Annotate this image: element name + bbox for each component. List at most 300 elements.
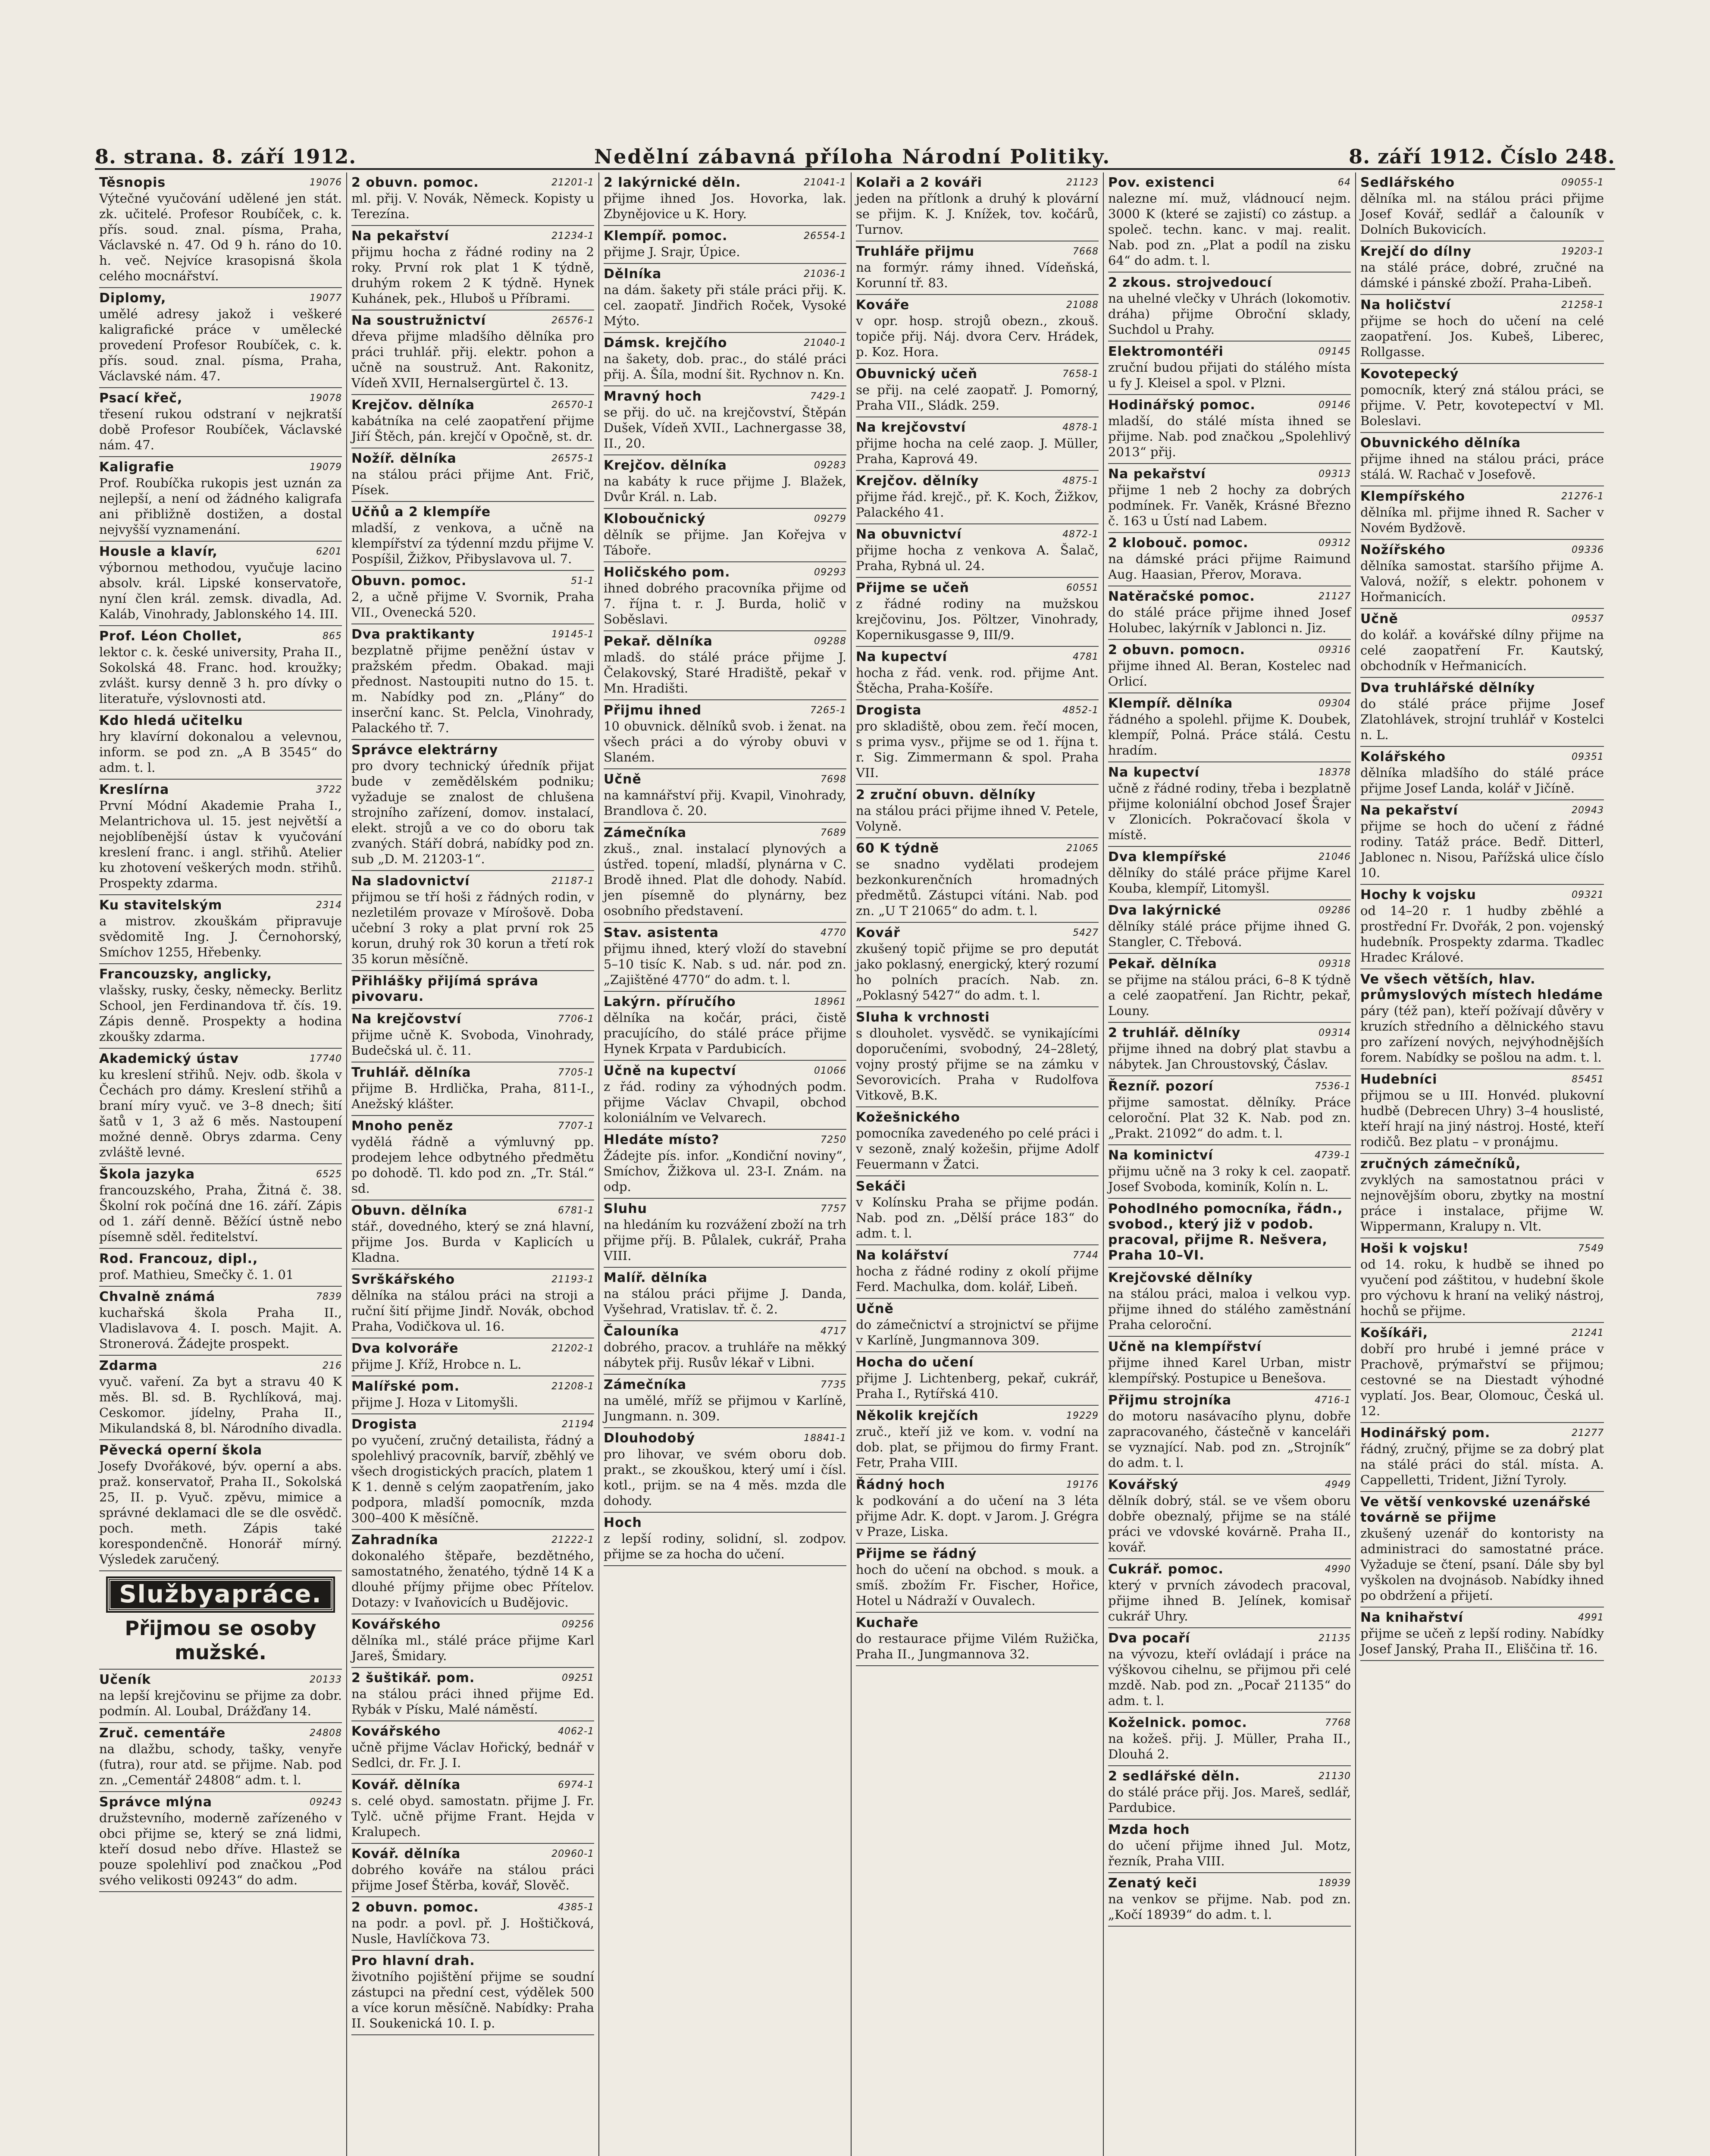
ad-heading-row bbox=[1360, 1610, 1604, 1626]
ad-text: zvyklých na samostatnou práci v nejnovějším oboru, zbytky na mostní práce i instalace, přijme W. Wippermann, Kralupy n. Vlt. bbox=[1360, 1172, 1604, 1234]
classified-ad bbox=[856, 1245, 1099, 1299]
ad-number: 7706-1 bbox=[558, 1014, 594, 1025]
ad-heading: Pekař. dělníka bbox=[1108, 956, 1217, 971]
ad-number: 19229 bbox=[1066, 1410, 1099, 1421]
ad-heading: Koželnick. pomoc. bbox=[1108, 1715, 1247, 1730]
ad-heading-row bbox=[604, 703, 846, 718]
classified-ad bbox=[99, 1356, 342, 1440]
classified-ad bbox=[351, 226, 594, 310]
ad-number: 18939 bbox=[1319, 1878, 1351, 1889]
ad-heading: Kloboučnický bbox=[604, 511, 706, 526]
ad-number: 6781-1 bbox=[558, 1205, 594, 1216]
classified-ad bbox=[856, 1544, 1099, 1613]
ad-heading-row bbox=[856, 244, 1099, 260]
classified-ad bbox=[1108, 693, 1351, 762]
ad-number: 21258-1 bbox=[1561, 300, 1604, 310]
ad-number: 09286 bbox=[1319, 905, 1351, 916]
classified-ad bbox=[604, 226, 846, 264]
classified-ad bbox=[1360, 172, 1604, 241]
ad-number: 17740 bbox=[310, 1053, 342, 1064]
ad-text: dobří pro hrubé i jemné práce v Prachově, prýmařství se přijmou; cestovné se na Diestadt výhodné vyplatí. Jos. Bear, Olomouc, Česká ul. 12. bbox=[1360, 1341, 1604, 1418]
ad-heading-row bbox=[351, 1617, 594, 1633]
ad-heading-row bbox=[351, 974, 594, 1005]
classified-ad bbox=[351, 1897, 594, 1951]
classified-ad bbox=[1108, 1873, 1351, 1927]
ad-text: se přij. do uč. na krejčovství, Štěpán Dušek, Vídeň XVII., Lachnergasse 38, II., 20. bbox=[604, 405, 846, 451]
classified-ad bbox=[1360, 241, 1604, 295]
classified-ad bbox=[1360, 1608, 1604, 1661]
ad-heading: Natěračské pomoc. bbox=[1108, 589, 1255, 604]
classified-ad bbox=[99, 1287, 342, 1356]
ad-number: 21187-1 bbox=[551, 876, 594, 887]
ad-heading: Zruč. cementáře bbox=[99, 1726, 226, 1741]
ad-number: 21201-1 bbox=[551, 177, 594, 188]
ad-heading-row bbox=[604, 1431, 846, 1446]
classified-ad bbox=[856, 700, 1099, 785]
ad-heading: 2 obuvn. pomoc. bbox=[351, 175, 479, 190]
classified-ad bbox=[99, 457, 342, 542]
ad-heading: Sekáči bbox=[856, 1179, 906, 1194]
ad-heading-row bbox=[1108, 536, 1351, 551]
ad-number: 21040-1 bbox=[804, 338, 846, 348]
classified-ad bbox=[1360, 747, 1604, 800]
classified-ad bbox=[604, 1428, 846, 1513]
ad-heading-row bbox=[1360, 972, 1604, 1003]
ad-heading-row bbox=[1108, 1562, 1351, 1577]
classified-ad bbox=[856, 923, 1099, 1007]
ad-text: přijme řád. krejč., př. K. Koch, Žižkov, Palackého 41. bbox=[856, 489, 1099, 520]
ad-heading-row bbox=[856, 1110, 1099, 1125]
ad-text: přijmu hocha z řádné rodiny na 2 roky. První rok plat 1 K týdně, druhým rokem 2 K týdně. Hynek Kuhánek, pek., Hluboš u Příbrami. bbox=[351, 244, 594, 306]
classified-ad bbox=[351, 1721, 594, 1775]
classified-ad bbox=[1108, 273, 1351, 342]
ad-number: 4770 bbox=[821, 928, 846, 938]
ad-heading-row bbox=[856, 1010, 1099, 1025]
ad-number: 21088 bbox=[1066, 300, 1099, 310]
ad-heading: Na pekařství bbox=[1108, 467, 1206, 482]
classified-ad bbox=[351, 1775, 594, 1844]
ad-heading: Mzda hoch bbox=[1108, 1822, 1190, 1837]
ad-heading-row bbox=[856, 1355, 1099, 1370]
classified-ad bbox=[1360, 1323, 1604, 1423]
ad-text: družstevního, moderně zařízeného v obci přijme se, který se zná lidmi, kteří dosud nebo dříve. Hlastež se pouze spolehliví pod značkou „Pod svého velikosti 09243“ do adm. bbox=[99, 1811, 342, 1887]
ad-heading: Několik krejčích bbox=[856, 1408, 979, 1423]
classified-ad bbox=[351, 1530, 594, 1614]
classified-ad bbox=[351, 871, 594, 971]
classified-ad bbox=[1108, 1766, 1351, 1820]
classified-ad bbox=[1360, 678, 1604, 747]
ad-heading: Svrškářského bbox=[351, 1272, 455, 1287]
ad-heading: Hocha do učení bbox=[856, 1355, 974, 1370]
classified-ad bbox=[99, 542, 342, 626]
column-3 bbox=[599, 172, 852, 2156]
ad-heading-row bbox=[99, 967, 342, 982]
ad-text: dělníky do stálé práce přijme Karel Kouba, klempíř, Litomyšl. bbox=[1108, 865, 1351, 896]
ad-heading-row bbox=[1108, 589, 1351, 605]
ad-heading: Dámsk. krejčího bbox=[604, 335, 727, 351]
classified-ad bbox=[99, 780, 342, 895]
classified-ad bbox=[1108, 1268, 1351, 1337]
classified-ad bbox=[604, 386, 846, 455]
classified-ad bbox=[1108, 1390, 1351, 1475]
ad-number: 51-1 bbox=[571, 576, 594, 586]
ad-heading: Housle a klavír, bbox=[99, 544, 218, 559]
classified-ad bbox=[856, 417, 1099, 471]
ad-text: přijmu ihned, který vloží do stavební 5–10 tisíc K. Nab. s ud. nár. pod zn. „Zajištěné 4770“ do adm. t. l. bbox=[604, 941, 846, 987]
ad-heading-row bbox=[1360, 1426, 1604, 1441]
ad-heading-row bbox=[99, 1795, 342, 1810]
ad-heading-row bbox=[1108, 467, 1351, 482]
ad-text: dělník dobrý, stál. se ve všem oboru dobře obeznalý, přijme se na stálé práci ve vdovské kovárně. Praha II., kovář. bbox=[1108, 1493, 1351, 1554]
classified-ad bbox=[856, 295, 1099, 364]
ad-heading: Obuvnický učeň bbox=[856, 367, 978, 382]
ad-number: 3722 bbox=[316, 784, 342, 795]
ad-heading-row bbox=[351, 627, 594, 642]
ad-heading-row bbox=[604, 994, 846, 1010]
ad-heading-row bbox=[1360, 611, 1604, 627]
ad-text: První Módní Akademie Praha I., Melantrichova ul. 15. jest největší a nejoblíbenější ústav k vyučování kreslení franc. i angl. střihů. Atelier ku zhotovení veškerých modn. střihů. Prospekty zdarma. bbox=[99, 798, 342, 890]
ad-heading-row bbox=[1360, 542, 1604, 558]
ad-text: výbornou methodou, vyučuje lacino absolv. král. Lipské konservatoře, nyní člen král. zemsk. divadla, Ad. Kaláb, Vinohrady, Jablonského 14. III. bbox=[99, 560, 342, 621]
ad-heading-row bbox=[856, 1179, 1099, 1194]
ad-text: kabátníka na celé zaopatření přijme Jiří Štěch, pán. krejčí v Opočně, st. dr. bbox=[351, 414, 594, 444]
ad-number: 6201 bbox=[316, 546, 342, 557]
ad-text: třesení rukou odstraní v nejkratší době Profesor Roubíček, Václavské nám. 47. bbox=[99, 407, 342, 452]
ad-text: hocha z řádné rodiny z okolí přijme Ferd. Machulka, dom. kolář, Libeň. bbox=[856, 1264, 1099, 1294]
ad-text: na kabáty k ruce přijme J. Blažek, Dvůr Král. n. Lab. bbox=[604, 474, 846, 504]
ad-text: 10 obuvnick. dělníků svob. i ženat. na všech práci a do výroby obuvi v Slaném. bbox=[604, 719, 846, 765]
ad-number: 09243 bbox=[310, 1797, 342, 1808]
classified-ad bbox=[99, 1792, 342, 1892]
ad-number: 09312 bbox=[1319, 538, 1351, 548]
ad-heading: Sluhu bbox=[604, 1201, 647, 1216]
ad-text: ihned dobrého pracovníka přijme od 7. října t. r. J. Burda, holič v Soběslavi. bbox=[604, 581, 846, 627]
ad-text: s. celé obyd. samostatn. přijme J. Fr. Tylč. učně přijme Frant. Hejda v Kralupech. bbox=[351, 1793, 594, 1839]
ad-number: 64 bbox=[1338, 177, 1351, 188]
ad-heading: Akademický ústav bbox=[99, 1051, 239, 1066]
ad-heading-row bbox=[1360, 175, 1604, 191]
ad-heading: Přijmu strojníka bbox=[1108, 1393, 1232, 1408]
ad-heading-row bbox=[1108, 1769, 1351, 1784]
ad-text: prof. Mathieu, Smečky č. 1. 01 bbox=[99, 1267, 294, 1282]
classified-ad bbox=[99, 964, 342, 1049]
classified-ad bbox=[1108, 1023, 1351, 1076]
classified-ad bbox=[1360, 1492, 1604, 1608]
ad-number: 20943 bbox=[1572, 805, 1604, 816]
ad-heading-row bbox=[1360, 1326, 1604, 1341]
ad-heading: Pekař. dělníka bbox=[604, 634, 713, 649]
ad-number: 7429-1 bbox=[810, 391, 846, 402]
ad-heading: Hochy k vojsku bbox=[1360, 887, 1476, 903]
classified-ad bbox=[856, 1299, 1099, 1352]
ad-number: 19076 bbox=[310, 177, 342, 188]
ad-number: 09146 bbox=[1319, 400, 1351, 411]
ad-heading: Pohodlného pomocníka, řádn., svobod., který již v podob. pracoval, přijme R. Nešvera, Praha 10–VI. bbox=[1108, 1201, 1343, 1263]
ad-number: 21135 bbox=[1319, 1633, 1351, 1644]
ad-text: přijmu učně na 3 roky k cel. zaopatř. Josef Svoboda, kominík, Kolín n. L. bbox=[1108, 1164, 1351, 1194]
ad-text: učně z řádné rodiny, třeba i bezplatně přijme koloniální obchod Josef Šrajer v Zlonicích. Pokračovací škola v místě. bbox=[1108, 781, 1351, 842]
classified-ad bbox=[856, 1613, 1099, 1666]
ad-heading-row bbox=[1360, 436, 1604, 451]
ad-heading-row bbox=[1360, 749, 1604, 765]
ad-heading: Na krejčovství bbox=[856, 420, 966, 435]
ad-heading: Truhláře přijmu bbox=[856, 244, 975, 259]
classified-ad bbox=[99, 626, 342, 711]
ad-heading: Drogista bbox=[351, 1417, 417, 1432]
ad-number: 7668 bbox=[1073, 246, 1099, 257]
ad-text: na uhelné vlečky v Uhrách (lokomotiv. dráha) přijme Obroční sklady, Suchdol u Prahy. bbox=[1108, 291, 1351, 337]
ad-heading-row bbox=[856, 1477, 1099, 1493]
ad-heading-row bbox=[1108, 1201, 1351, 1263]
ad-heading-row bbox=[856, 580, 1099, 596]
ad-heading: Učně na klempířství bbox=[1108, 1339, 1262, 1354]
ad-heading: Učně bbox=[604, 772, 642, 787]
classified-ad bbox=[1360, 1423, 1604, 1492]
ad-heading-row bbox=[99, 544, 342, 560]
ad-heading-row bbox=[856, 175, 1099, 191]
ad-heading: Obuvnického dělníka bbox=[1360, 436, 1521, 451]
ad-text: 2, a učně přijme V. Svornik, Praha VII., Ovenecká 520. bbox=[351, 589, 594, 620]
ad-text: ml. přij. V. Novák, Německ. Kopisty u Terezína. bbox=[351, 191, 594, 221]
ad-text: lektor c. k. české university, Praha II., Sokolská 48. Franc. hod. kroužky; zvlášt. kursy denně 3 h. pro dívky o literatuře, výslovnosti atd. bbox=[99, 645, 342, 706]
ad-number: 21234-1 bbox=[551, 231, 594, 241]
ad-heading: Dva lakýrnické bbox=[1108, 903, 1221, 918]
ad-number: 7250 bbox=[821, 1134, 846, 1145]
ad-heading: Na pekařství bbox=[1360, 803, 1458, 818]
ad-heading: Kožešnického bbox=[856, 1110, 960, 1125]
ad-heading-row bbox=[856, 649, 1099, 665]
ad-text: bezplatně přijme peněžní ústav v pražském předm. Obakad. maji přednost. Nastoupiti nutno do 15. t. m. Nabídky pod zn. „Plány“ do inserční kanc. St. Pelcla, Vinohrady, Palackého tř. 7. bbox=[351, 643, 594, 735]
ad-number: 09321 bbox=[1572, 890, 1604, 900]
ad-number: 19079 bbox=[310, 462, 342, 473]
classified-ad bbox=[1360, 1154, 1604, 1238]
ad-number: 09351 bbox=[1572, 752, 1604, 762]
ad-text: stář., dovedného, který se zná hlavní, přijme Jos. Burda v Kaplicích u Kladna. bbox=[351, 1219, 594, 1265]
ad-number: 21276-1 bbox=[1561, 491, 1604, 502]
ad-heading-row bbox=[1108, 903, 1351, 918]
ad-heading-row bbox=[604, 1377, 846, 1393]
ad-heading: Kaligrafie bbox=[99, 460, 175, 475]
ad-heading: Pro hlavní drah. bbox=[351, 1953, 475, 1968]
ad-number: 4875-1 bbox=[1062, 476, 1099, 486]
ad-heading-row bbox=[99, 175, 342, 191]
column-6 bbox=[1356, 172, 1608, 2156]
ad-heading-row bbox=[99, 1051, 342, 1067]
classified-ad bbox=[604, 1130, 846, 1199]
ad-heading-row bbox=[1108, 1339, 1351, 1355]
ad-heading: Obuvn. dělníka bbox=[351, 1203, 468, 1218]
ad-heading-row bbox=[1108, 1477, 1351, 1493]
ad-text: dělník se přijme. Jan Kořejva v Táboře. bbox=[604, 527, 846, 558]
ad-text: na stálou práci přijme ihned V. Petele, Volyně. bbox=[856, 803, 1099, 834]
ad-heading-row bbox=[351, 1724, 594, 1739]
ad-text: na kožeš. přij. J. Müller, Praha II., Dlouhá 2. bbox=[1108, 1731, 1351, 1761]
classified-ad bbox=[1108, 1199, 1351, 1268]
ad-heading: Ve větší venkovské uzenářské továrně se přijme bbox=[1360, 1495, 1591, 1525]
ad-text: Prof. Roubíčka rukopis jest uznán za nejlepší, a není od žádného kaligrafa ani přibližně dostižen, a dostal nejvyšší vyznamenání. bbox=[99, 476, 342, 537]
page-header bbox=[95, 134, 1615, 170]
ad-heading-row bbox=[604, 565, 846, 580]
ad-number: 7839 bbox=[316, 1291, 342, 1302]
ad-heading-row bbox=[351, 573, 594, 589]
ad-heading-row bbox=[1108, 1393, 1351, 1408]
ad-heading: Francouzsky, anglicky, bbox=[99, 967, 272, 982]
classified-ad bbox=[351, 1062, 594, 1116]
ad-heading-row bbox=[604, 925, 846, 941]
classified-ad bbox=[1108, 847, 1351, 900]
ad-heading-row bbox=[99, 1443, 342, 1458]
ad-heading-row bbox=[604, 825, 846, 841]
ad-number: 18841-1 bbox=[804, 1433, 846, 1444]
ad-number: 21277 bbox=[1572, 1428, 1604, 1438]
column-5 bbox=[1104, 172, 1356, 2156]
ad-heading-row bbox=[351, 743, 594, 758]
ad-heading: Dva praktikanty bbox=[351, 627, 475, 642]
classified-ad bbox=[351, 1614, 594, 1668]
ad-heading-row bbox=[351, 1417, 594, 1432]
ad-heading: Hoši k vojsku! bbox=[1360, 1241, 1469, 1256]
ad-number: 4949 bbox=[1325, 1479, 1351, 1490]
ad-number: 865 bbox=[323, 631, 342, 642]
ad-number: 09318 bbox=[1319, 959, 1351, 969]
ad-heading-row bbox=[1360, 1241, 1604, 1257]
ad-number: 09314 bbox=[1319, 1028, 1351, 1038]
ad-number: 7689 bbox=[821, 827, 846, 838]
ad-heading-row bbox=[856, 1248, 1099, 1263]
ad-heading: Sedlářského bbox=[1360, 175, 1455, 190]
ad-heading-row bbox=[1360, 1156, 1604, 1172]
classified-ad bbox=[1360, 486, 1604, 540]
classified-ad bbox=[604, 1513, 846, 1566]
ad-number: 21194 bbox=[562, 1419, 594, 1430]
classified-ad bbox=[99, 1164, 342, 1249]
ad-heading-row bbox=[99, 629, 342, 644]
ad-heading-row bbox=[1108, 696, 1351, 711]
ad-heading: Nožířského bbox=[1360, 542, 1446, 558]
ad-heading-row bbox=[856, 787, 1099, 803]
ad-heading: Malíř. dělníka bbox=[604, 1270, 708, 1285]
ad-number: 09537 bbox=[1572, 614, 1604, 624]
ad-heading: Hudebníci bbox=[1360, 1072, 1438, 1087]
ad-heading: Zámečníka bbox=[604, 825, 687, 840]
ad-heading-row bbox=[1108, 1631, 1351, 1646]
classified-ad bbox=[856, 578, 1099, 647]
ad-heading: Učně bbox=[856, 1301, 894, 1316]
ad-heading-row bbox=[351, 874, 594, 889]
ad-number: 21127 bbox=[1319, 591, 1351, 602]
ad-heading: Krejčov. dělníka bbox=[351, 398, 475, 413]
ad-number: 7757 bbox=[821, 1203, 846, 1214]
ad-number: 09256 bbox=[562, 1619, 594, 1630]
ad-heading: 2 sedlářské děln. bbox=[1108, 1769, 1240, 1784]
ad-text: na stálou práci ihned přijme Ed. Rybák v Písku, Malé náměstí. bbox=[351, 1686, 594, 1717]
ad-heading-row bbox=[351, 1065, 594, 1081]
ad-heading: Pov. existenci bbox=[1108, 175, 1215, 190]
ad-text: a mistrov. zkouškám připravuje svědomitě Ing. J. Černohorský, Smíchov 1255, Hřebenky. bbox=[99, 914, 342, 959]
ad-text: Josefy Dvořákové, býv. operní a abs. praž. konservatoř, Praha II., Sokolská 25, II. p. Vyuč. zpěvu, mimice a správné deklamaci dle se dle osvědč. poch. meth. Zápis také korespondenčně. Honorář mírný. Výsledek zaručený. bbox=[99, 1459, 342, 1567]
ad-heading-row bbox=[351, 1379, 594, 1395]
classified-ad bbox=[604, 631, 846, 700]
classified-ad bbox=[1360, 1069, 1604, 1154]
ad-heading-row bbox=[856, 925, 1099, 941]
ad-text: přijme J. Lichtenberg, pekař, cukrář, Praha I., Rytířská 410. bbox=[856, 1371, 1099, 1401]
classified-ad bbox=[99, 172, 342, 288]
ad-heading: Na holičství bbox=[1360, 298, 1451, 313]
ad-text: hocha z řád. venk. rod. přijme Ant. Štěcha, Praha-Košíře. bbox=[856, 665, 1099, 696]
classified-ad bbox=[99, 388, 342, 457]
classified-ad bbox=[351, 502, 594, 571]
ad-text: na dám. šakety při stále práci přij. K. cel. zaopatř. Jindřich Roček, Vysoké Mýto. bbox=[604, 282, 846, 328]
ad-heading: Kovářský bbox=[1108, 1477, 1179, 1492]
classified-ad bbox=[99, 1440, 342, 1571]
ad-number: 26554-1 bbox=[804, 231, 846, 241]
ad-text: přijme se učeň z lepší rodiny. Nabídky Josef Janský, Praha II., Eliščina tř. 16. bbox=[1360, 1626, 1604, 1656]
ad-text: dělníka samostat. staršího přijme A. Valová, nožíř, s elektr. pohonem v Hořmanicích. bbox=[1360, 558, 1604, 604]
ad-heading: Kovářského bbox=[351, 1724, 441, 1739]
classified-ad bbox=[1108, 954, 1351, 1023]
classified-ad bbox=[351, 395, 594, 448]
ad-text: dělníka mladšího do stálé práce přijme Josef Landa, kolář v Jičíně. bbox=[1360, 765, 1604, 796]
classified-ad bbox=[604, 769, 846, 823]
ad-heading: Zahradníka bbox=[351, 1532, 438, 1548]
classified-ad bbox=[604, 172, 846, 226]
classified-columns bbox=[95, 172, 1630, 2156]
ad-heading-row bbox=[856, 420, 1099, 436]
ad-heading: Učeník bbox=[99, 1672, 151, 1687]
classified-ad bbox=[351, 448, 594, 502]
ad-heading: Učně bbox=[1360, 611, 1398, 627]
ad-heading: Kreslírna bbox=[99, 782, 169, 797]
classified-ad bbox=[856, 1406, 1099, 1475]
ad-heading-row bbox=[1360, 1495, 1604, 1526]
ad-heading: 2 obuvn. pomocn. bbox=[1108, 642, 1246, 658]
ad-heading-row bbox=[604, 634, 846, 649]
classified-ad bbox=[1360, 540, 1604, 609]
ad-text: vlašsky, rusky, česky, německy. Berlitz School, jen Ferdinandova tř. čís. 19. Zápis denně. Prospekty a hodina zkoušky zdarma. bbox=[99, 983, 342, 1044]
ad-text: přijme J. Srajr, Úpice. bbox=[604, 244, 740, 259]
classified-ad bbox=[856, 524, 1099, 578]
ad-text: z řád. rodiny za výhodných podm. přijme Václav Chvapil, obchod koloniálním ve Velvarech. bbox=[604, 1079, 846, 1125]
ad-heading: Krejčov. dělníka bbox=[604, 458, 727, 473]
ad-number: 7549 bbox=[1578, 1243, 1604, 1254]
ad-heading-row bbox=[1360, 244, 1604, 260]
ad-number: 7707-1 bbox=[558, 1121, 594, 1131]
ad-heading-row bbox=[1360, 887, 1604, 903]
classified-ad bbox=[604, 333, 846, 386]
ad-text: francouzského, Praha, Žitná č. 38. Školní rok počíná dne 16. září. Zápis od 1. září denně. Běžící ústně nebo písemně sděl. ředitelství. bbox=[99, 1183, 342, 1244]
ad-text: ku kreslení střihů. Nejv. odb. škola v Čechách pro dámy. Kreslení střihů a braní míry vyuč. ve 3–8 dnech; šití šatů v 1, 3 až 6 měs. Nastoupení možné denně. Obrys zdarma. Ceny zvláště levné. bbox=[99, 1067, 342, 1159]
ad-text: dobrého, pracov. a truhláře na měkký nábytek přij. Rusův lékař v Libni. bbox=[604, 1340, 846, 1370]
ad-heading-row bbox=[856, 1615, 1099, 1631]
ad-number: 4716-1 bbox=[1315, 1395, 1351, 1406]
ad-text: na hledáním ku rozvážení zboží na trh přijme příj. B. Půlalek, cukrář, Praha VIII. bbox=[604, 1217, 846, 1263]
ad-number: 09304 bbox=[1319, 698, 1351, 709]
ad-number: 4385-1 bbox=[558, 1902, 594, 1913]
classified-ad bbox=[1108, 1713, 1351, 1766]
ad-number: 7265-1 bbox=[810, 705, 846, 716]
ad-heading: 2 truhlář. dělníky bbox=[1108, 1025, 1241, 1040]
classified-ad bbox=[604, 509, 846, 562]
ad-heading-row bbox=[1360, 367, 1604, 382]
ad-heading-row bbox=[351, 229, 594, 244]
ad-number: 09316 bbox=[1319, 645, 1351, 655]
ad-number: 21193-1 bbox=[551, 1274, 594, 1285]
ad-heading: Klempíř. pomoc. bbox=[604, 229, 728, 244]
ad-heading: 2 lakýrnické děln. bbox=[604, 175, 741, 190]
ad-heading: Krejčovské dělníky bbox=[1108, 1270, 1253, 1285]
ad-heading-row bbox=[1108, 849, 1351, 865]
ad-heading-row bbox=[1108, 1876, 1351, 1891]
